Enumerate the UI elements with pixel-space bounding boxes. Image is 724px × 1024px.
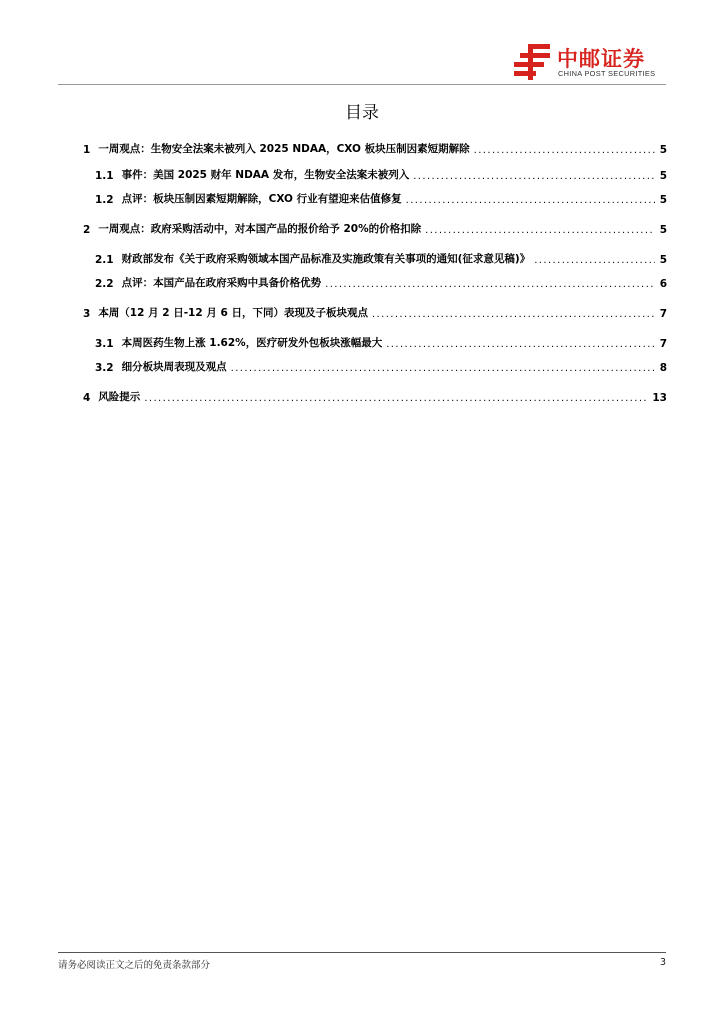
toc-entry-page: 5 — [659, 144, 667, 156]
toc-entry-text: 风险提示 — [98, 391, 141, 403]
toc-entry-text: 事件：美国 2025 财年 NDAA 发布，生物安全法案未被列入 — [121, 169, 410, 181]
toc-entry-number: 3.1 — [95, 338, 114, 350]
toc-entry-number: 2.2 — [95, 278, 114, 290]
company-logo — [512, 42, 672, 82]
toc-entry-text: 本周医药生物上涨 1.62%，医疗研发外包板块涨幅最大 — [121, 337, 383, 349]
page-number: 3 — [659, 957, 666, 968]
toc-leader-dots — [406, 195, 655, 206]
toc-entry-2-2[interactable] — [95, 274, 667, 290]
toc-entry-page: 5 — [659, 224, 667, 236]
toc-entry-text: 一周观点：生物安全法案未被列入 2025 NDAA，CXO 板块压制因素短期解除 — [98, 143, 470, 155]
toc-leader-dots — [425, 225, 655, 236]
toc-entry-4[interactable] — [83, 388, 667, 404]
toc-entry-number: 3.2 — [95, 362, 114, 374]
toc-entry-page: 13 — [652, 392, 667, 404]
toc-entry-1-2[interactable] — [95, 190, 667, 206]
toc-entry-number: 2.1 — [95, 254, 114, 266]
toc-entry-3-1[interactable] — [95, 334, 667, 350]
toc-leader-dots — [144, 393, 648, 404]
toc-leader-dots — [231, 363, 655, 374]
toc-entry-number: 1.2 — [95, 194, 114, 206]
toc-entry-1[interactable] — [83, 140, 667, 156]
china-post-logo-icon — [512, 42, 552, 82]
toc-entry-text: 一周观点：政府采购活动中，对本国产品的报价给予 20%的价格扣除 — [98, 223, 422, 235]
toc-entry-text: 点评：板块压制因素短期解除，CXO 行业有望迎来估值修复 — [121, 193, 402, 205]
toc-leader-dots — [386, 339, 655, 350]
toc-entry-page: 5 — [659, 194, 667, 206]
toc-entry-1-1[interactable] — [95, 166, 667, 182]
toc-entry-text: 点评：本国产品在政府采购中具备价格优势 — [121, 277, 322, 289]
toc-title: 目录 — [345, 103, 379, 123]
toc-entry-page: 7 — [659, 308, 667, 320]
logo-english-name: CHINA POST SECURITIES — [558, 69, 656, 78]
toc-entry-3-2[interactable] — [95, 358, 667, 374]
toc-entry-number: 1.1 — [95, 170, 114, 182]
toc-entry-page: 8 — [659, 362, 667, 374]
toc-entry-number: 2 — [83, 224, 91, 236]
toc-entry-2-1[interactable] — [95, 250, 667, 266]
toc-entry-page: 5 — [659, 170, 667, 182]
toc-leader-dots — [413, 171, 655, 182]
toc-entry-number: 3 — [83, 308, 91, 320]
toc-entry-text: 本周（12 月 2 日-12 月 6 日，下同）表现及子板块观点 — [98, 307, 368, 319]
toc-entry-3[interactable] — [83, 304, 667, 320]
disclaimer-note: 请务必阅读正文之后的免责条款部分 — [58, 960, 211, 971]
toc-leader-dots — [534, 255, 655, 266]
toc-entry-2[interactable] — [83, 220, 667, 236]
toc-leader-dots — [372, 309, 655, 320]
toc-leader-dots — [325, 279, 655, 290]
logo-chinese-name: 中邮证券 — [557, 47, 645, 71]
toc-entry-number: 4 — [83, 392, 91, 404]
toc-leader-dots — [474, 145, 655, 156]
toc-entry-text: 细分板块周表现及观点 — [121, 361, 227, 373]
header-divider — [58, 84, 666, 85]
toc-entry-page: 6 — [659, 278, 667, 290]
toc-entry-number: 1 — [83, 144, 91, 156]
footer-divider — [58, 952, 666, 953]
toc-entry-page: 7 — [659, 338, 667, 350]
toc-entry-page: 5 — [659, 254, 667, 266]
toc-entry-text: 财政部发布《关于政府采购领域本国产品标准及实施政策有关事项的通知(征求意见稿)》 — [121, 253, 531, 265]
